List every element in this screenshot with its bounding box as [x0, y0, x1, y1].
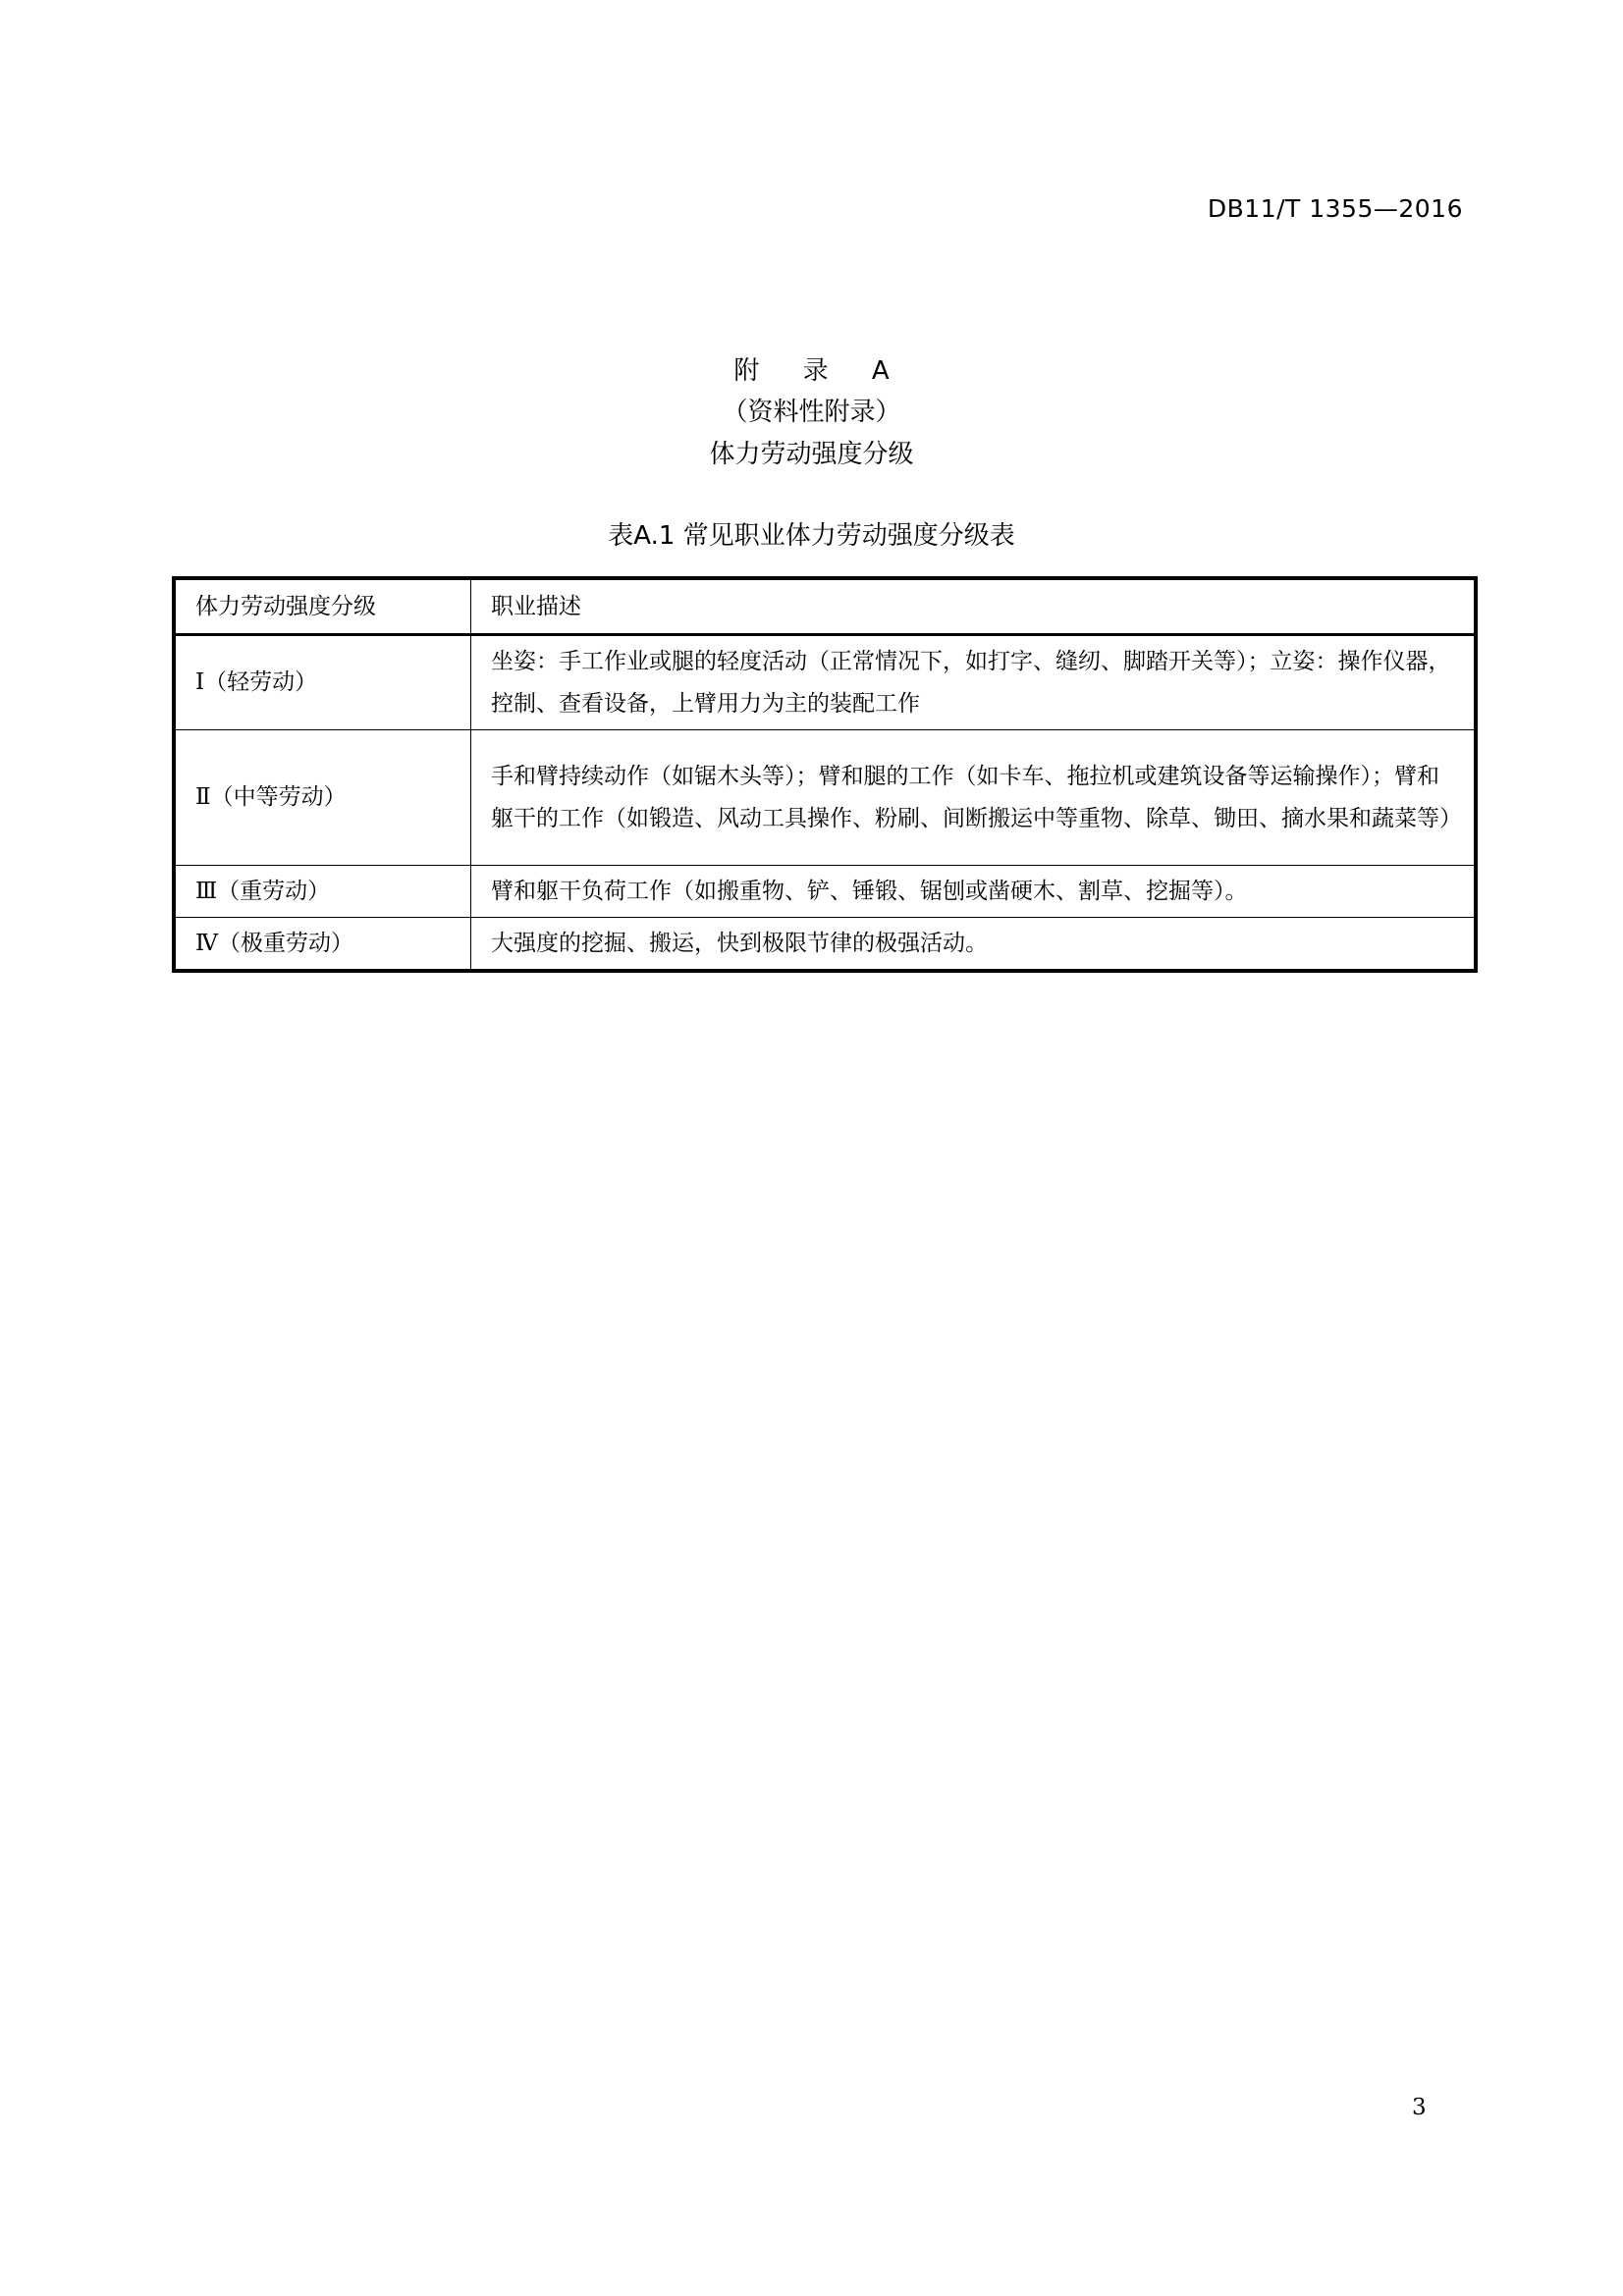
table-row [174, 866, 1476, 918]
grade-cell: Ⅳ（极重劳动） [174, 918, 471, 972]
column-header-description: 职业描述 [471, 578, 1477, 635]
document-code: DB11/T 1355—2016 [1207, 194, 1463, 223]
table-row [174, 730, 1476, 866]
description-cell: 坐姿：手工作业或腿的轻度活动（正常情况下，如打字、缝纫、脚踏开关等）；立姿：操作仪器，控制、查看设备，上臂用力为主的装配工作 [471, 635, 1477, 730]
appendix-subtitle: 体力劳动强度分级 [709, 440, 914, 469]
table-row [174, 918, 1476, 972]
page-number: 3 [1412, 2095, 1427, 2120]
description-cell: 大强度的挖掘、搬运，快到极限节律的极强活动。 [471, 918, 1477, 972]
labor-intensity-table [172, 576, 1478, 973]
description-cell: 手和臂持续动作（如锯木头等）；臂和腿的工作（如卡车、拖拉机或建筑设备等运输操作）；臂和躯干的工作（如锻造、风动工具操作、粉刷、间断搬运中等重物、除草、锄田、摘水果和蔬菜等） [471, 730, 1477, 866]
grade-cell: Ⅱ（中等劳动） [174, 730, 471, 866]
column-header-grade: 体力劳动强度分级 [174, 578, 471, 635]
grade-cell: Ⅰ（轻劳动） [174, 635, 471, 730]
grade-cell: Ⅲ（重劳动） [174, 866, 471, 918]
appendix-title: 附 录 A [733, 356, 907, 386]
table-header-row [174, 578, 1476, 635]
table-row [174, 635, 1476, 730]
description-cell: 臂和躯干负荷工作（如搬重物、铲、锤锻、锯刨或凿硬木、割草、挖掘等）。 [471, 866, 1477, 918]
appendix-type: （资料性附录） [722, 398, 901, 427]
table-caption: 表A.1 常见职业体力劳动强度分级表 [608, 521, 1015, 551]
